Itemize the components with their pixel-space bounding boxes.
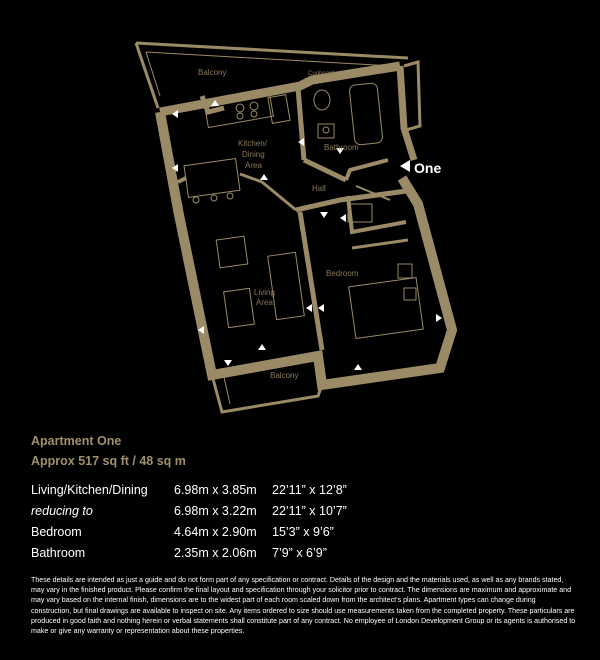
disclaimer-text: These details are intended as just a guide and do not form part of any specification or contract. Details of the design and the materials used, as well as any brands stated, may vary in the finished product. Please confirm the final layout and specification through your solicitor prior to contract. The dimensions are maximum and approximate and may vary based on the internal finish, dimensions are to the widest part of each room scaled down from the architect’s plans. Apartment types can change during construction, but final drawings are available to inspect on site. Any items ordered to size should use measurements taken from the completed property. These particulars are produced in good faith and nothing herein or verbal statements shall constitute part of any contract. No employee of London Development Group or its agents is authorised to make or give any warranty or representation about these properties.: [31, 576, 576, 636]
room-label-living-1: Living: [254, 288, 275, 297]
room-name: Living/Kitchen/Dining: [31, 482, 148, 497]
room-name: Bathroom: [31, 545, 86, 560]
metric-dimensions: 2.35m x 2.06m: [174, 545, 257, 560]
room-label-kitchen-1: Kitchen/: [238, 139, 267, 148]
table-row: [31, 479, 392, 500]
door-arrows: [172, 100, 442, 370]
metric-dimensions: 6.98m x 3.22m: [174, 503, 257, 518]
room-label-kitchen-2: Dining: [242, 150, 265, 159]
room-label-bathroom: Bathroom: [324, 143, 359, 152]
table-row: [31, 542, 392, 563]
apartment-size: Approx 517 sq ft / 48 sq m: [31, 454, 186, 468]
room-label-hall: Hall: [312, 184, 326, 193]
table-row: [31, 500, 392, 521]
metric-dimensions: 6.98m x 3.85m: [174, 482, 257, 497]
room-label-kitchen-3: Area: [245, 161, 262, 170]
room-label-balcony-top: Balcony: [198, 68, 227, 77]
imperial-dimensions: 7’9” x 6’9”: [272, 545, 327, 560]
room-name: reducing to: [31, 503, 93, 518]
room-label-bedroom: Bedroom: [326, 269, 359, 278]
room-label-balcony-bottom: Balcony: [270, 371, 299, 380]
entrance-label: One: [414, 160, 442, 176]
room-name: Bedroom: [31, 524, 82, 539]
table-row: [31, 521, 392, 542]
apartment-title: Apartment One: [31, 434, 122, 448]
imperial-dimensions: 22’11” x 10’7”: [272, 503, 347, 518]
metric-dimensions: 4.64m x 2.90m: [174, 524, 257, 539]
floor-plan-walls: [136, 43, 452, 412]
imperial-dimensions: 15’3” x 9’6”: [272, 524, 334, 539]
imperial-dimensions: 22’11” x 12’8”: [272, 482, 347, 497]
room-label-cupboard: Cupboard: [308, 71, 335, 77]
room-label-living-2: Area: [256, 298, 273, 307]
dimensions-table: [31, 479, 392, 563]
